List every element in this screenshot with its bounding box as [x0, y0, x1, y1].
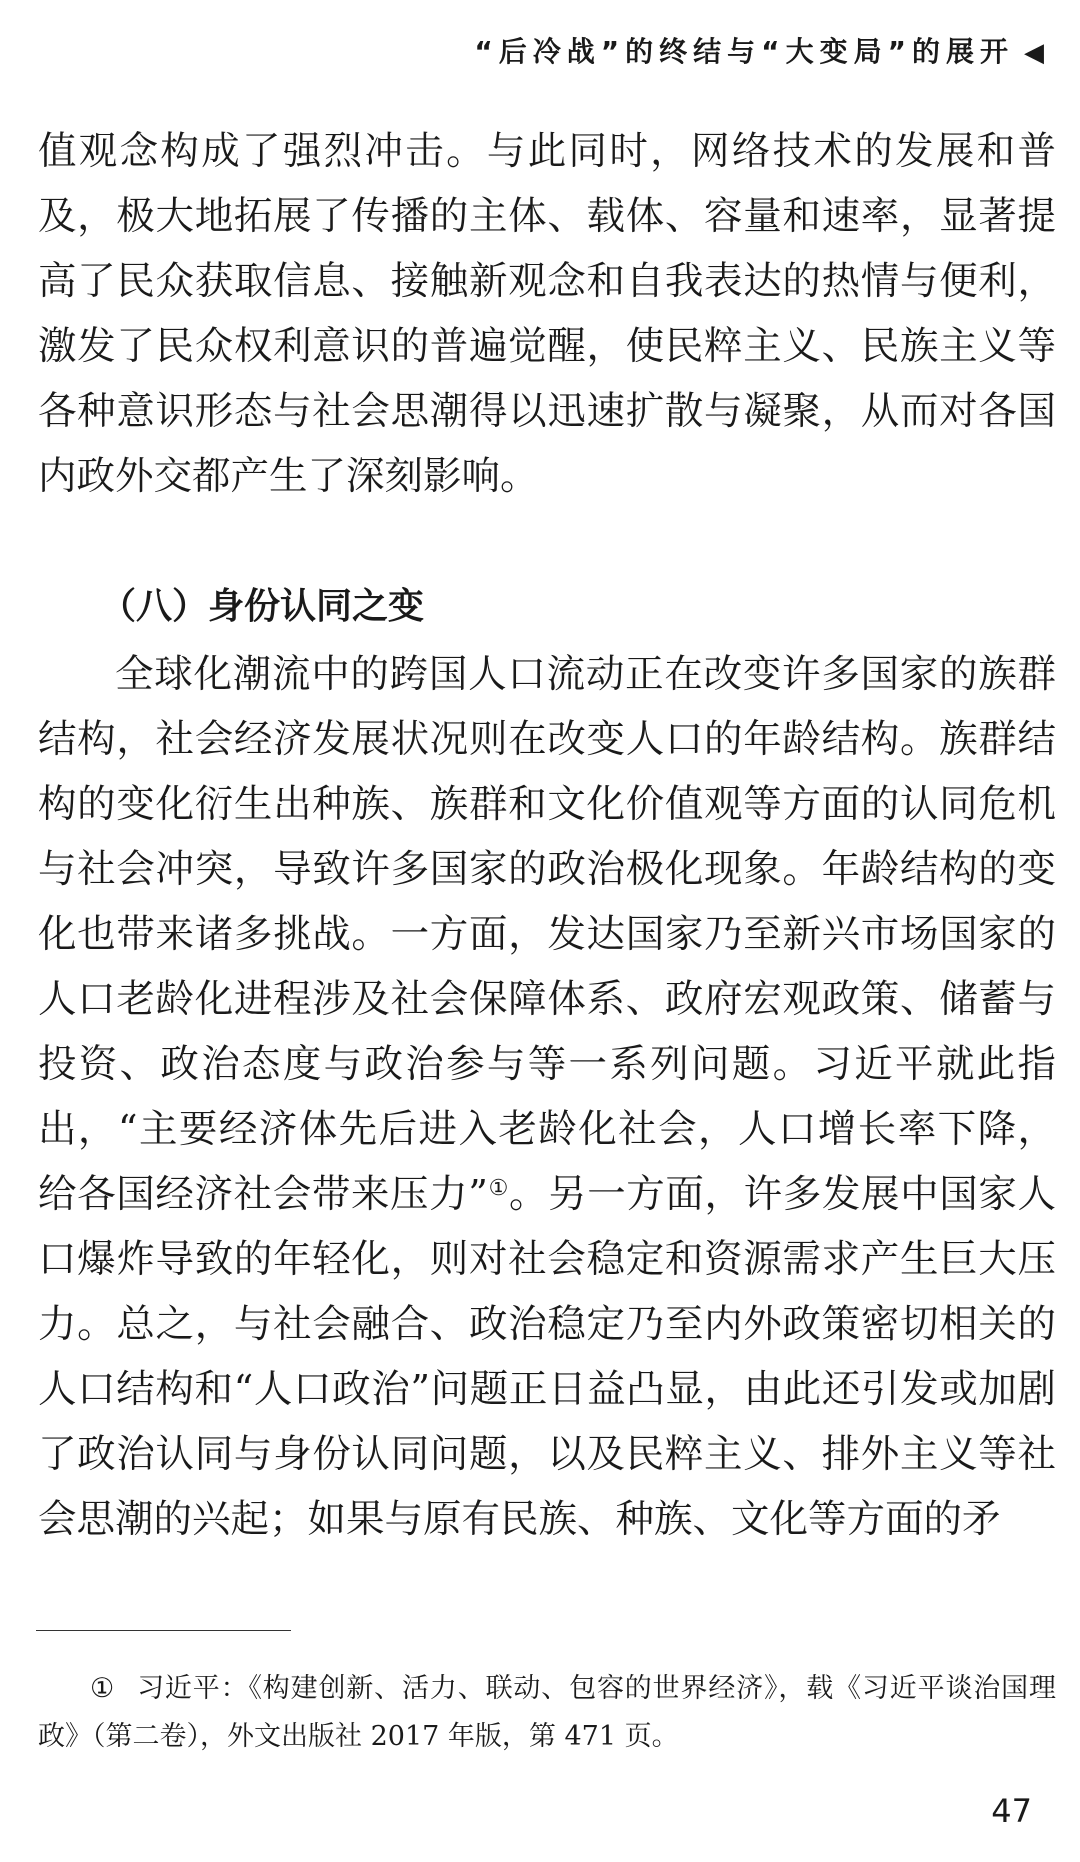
section-paragraph	[38, 642, 1056, 1552]
paragraph-text-part1: 全球化潮流中的跨国人口流动正在改变许多国家的族群结构，社会经济发展状况则在改变人口的年龄结构。族群结构的变化衍生出种族、族群和文化价值观等方面的认同危机与社会冲突，导致许多国家的政治极化现象。年龄结构的变化也带来诸多挑战。一方面，发达国家乃至新兴市场国家的人口老龄化进程涉及社会保障体系、政府宏观政策、储蓄与投资、政治态度与政治参与等一系列问题。习近平就此指出，“主要经济体先后进入老龄化社会，人口增长率下降，给各国经济社会带来压力”	[38, 652, 1056, 1217]
page-marker-icon: ◀	[1024, 38, 1044, 68]
section-body	[38, 642, 1056, 1552]
paragraph-text-part2: 。另一方面，许多发展中国家人口爆炸导致的年轻化，则对社会稳定和资源需求产生巨大压力。总之，与社会融合、政治稳定乃至内外政策密切相关的人口结构和“人口政治”问题正日益凸显，由此还引发或加剧了政治认同与身份认同问题，以及民粹主义、排外主义等社会思潮的兴起；如果与原有民族、种族、文化等方面的矛	[38, 1172, 1056, 1542]
body-text-continued	[38, 119, 1056, 509]
paragraph-continued: 值观念构成了强烈冲击。与此同时，网络技术的发展和普及，极大地拓展了传播的主体、载体、容量和速率，显著提高了民众获取信息、接触新观念和自我表达的热情与便利，激发了民众权利意识的普遍觉醒，使民粹主义、民族主义等各种意识形态与社会思潮得以迅速扩散与凝聚，从而对各国内政外交都产生了深刻影响。	[38, 129, 1056, 499]
page-number: 47	[991, 1792, 1032, 1830]
footnote-reference[interactable]: ①	[487, 1176, 509, 1201]
footnote-text: 习近平：《构建创新、活力、联动、包容的世界经济》，载《习近平谈治国理政》（第二卷），外文出版社 2017 年版，第 471 页。	[38, 1673, 1056, 1752]
footnote-mark: ①	[90, 1673, 116, 1704]
running-head-title: “后冷战”的终结与“大变局”的展开	[474, 35, 1014, 68]
section-heading: （八）身份认同之变	[100, 586, 425, 627]
footnote	[38, 1665, 1056, 1761]
running-head	[474, 30, 1044, 70]
footnote-divider	[36, 1630, 291, 1631]
